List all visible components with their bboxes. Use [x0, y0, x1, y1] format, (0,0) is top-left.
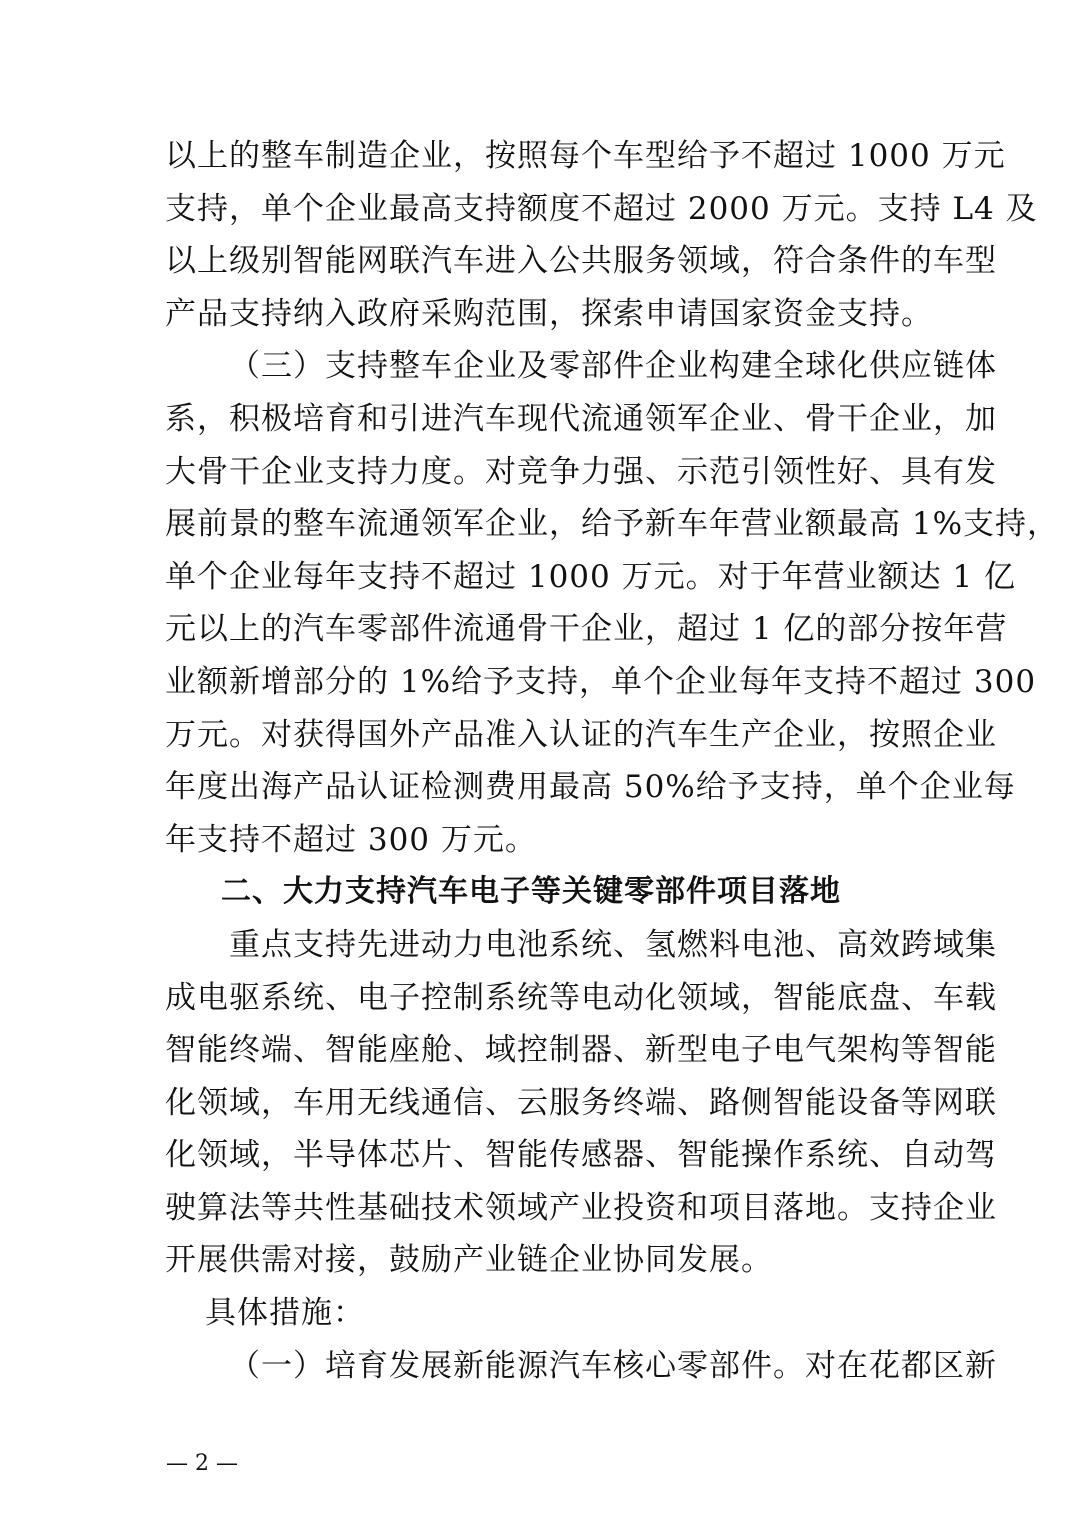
text-line: 以上级别智能网联汽车进入公共服务领域，符合条件的车型 — [165, 243, 997, 280]
paragraph-start-line: （三）支持整车企业及零部件企业构建全球化供应链体 — [229, 348, 997, 385]
page-number: — 2 — — [166, 1451, 238, 1476]
text-line: 产品支持纳入政府采购范围，探索申请国家资金支持。 — [165, 295, 933, 332]
text-line: 单个企业每年支持不超过 1000 万元。对于年营业额达 1 亿 — [165, 558, 1017, 595]
text-line: 元以上的汽车零部件流通骨干企业，超过 1 亿的部分按年营 — [165, 611, 1008, 648]
text-line: 展前景的整车流通领军企业，给予新车年营业额最高 1%支持， — [165, 506, 1060, 543]
paragraph-start-line: （一）培育发展新能源汽车核心零部件。对在花都区新 — [229, 1347, 997, 1384]
text-line: 年度出海产品认证检测费用最高 50%给予支持，单个企业每 — [165, 769, 1016, 806]
text-line: 大骨干企业支持力度。对竞争力强、示范引领性好、具有发 — [165, 453, 997, 490]
text-line: 系，积极培育和引进汽车现代流通领军企业、骨干企业，加 — [165, 400, 997, 437]
body-text — [165, 130, 1060, 1392]
text-line: 万元。对获得国外产品准入认证的汽车生产企业，按照企业 — [165, 716, 997, 753]
text-line: 化领域，半导体芯片、智能传感器、智能操作系统、自动驾 — [165, 1137, 997, 1174]
text-line: 年支持不超过 300 万元。 — [165, 821, 537, 858]
section-heading: 二、大力支持汽车电子等关键零部件项目落地 — [221, 874, 841, 910]
measures-label: 具体措施： — [205, 1295, 365, 1332]
paragraph-start-line: 重点支持先进动力电池系统、氢燃料电池、高效跨域集 — [229, 926, 997, 963]
text-line: 化领域，车用无线通信、云服务终端、路侧智能设备等网联 — [165, 1084, 997, 1121]
text-line: 以上的整车制造企业，按照每个车型给予不超过 1000 万元 — [165, 138, 1006, 174]
text-line: 支持，单个企业最高支持额度不超过 2000 万元。支持 L4 及 — [165, 190, 1038, 227]
text-line: 驶算法等共性基础技术领域产业投资和项目落地。支持企业 — [165, 1189, 997, 1226]
text-line: 业额新增部分的 1%给予支持，单个企业每年支持不超过 300 — [165, 663, 1037, 700]
text-line: 开展供需对接，鼓励产业链企业协同发展。 — [165, 1242, 773, 1279]
text-line: 智能终端、智能座舱、域控制器、新型电子电气架构等智能 — [165, 1032, 997, 1069]
text-line: 成电驱系统、电子控制系统等电动化领域，智能底盘、车载 — [165, 979, 997, 1016]
